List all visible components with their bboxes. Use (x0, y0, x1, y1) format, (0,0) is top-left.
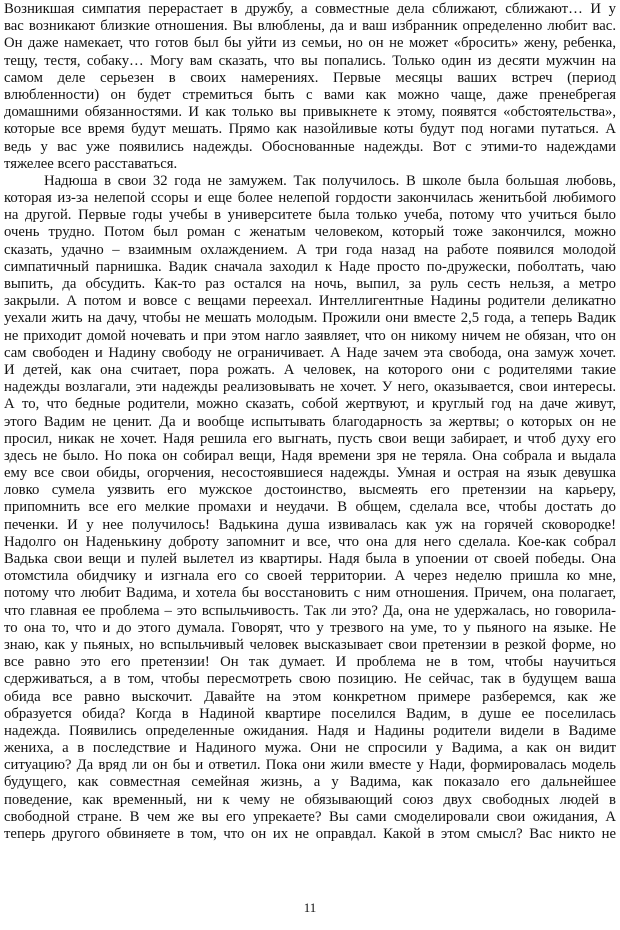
text-line: Он даже намекает, что готов был бы уйти из семьи, но он не может «бросить» жену, ребенка, (4, 35, 616, 52)
text-line: на другой. Первые годы учебы в университете была только учеба, потому что учиться было (4, 207, 616, 224)
text-line: обида все равно выскочит. Давайте на этом конкретном примере разберемся, как же (4, 688, 616, 705)
text-line: этого Вадим не ценит. Да и вообще испытывать благодарность за жертвы; о которых он не (4, 413, 616, 430)
text-line: потому что любит Вадима, и хотела бы восстановить с ним отношения. Причем, она полагает, (4, 585, 616, 602)
text-line: А то, что бедные родители, можно сказать, собой жертвуют, и круглый год на даче живут, (4, 396, 616, 413)
text-line: надежды возлагали, эти надежды реализовывать не хочет. У него, оказывается, свои интересы. (4, 379, 616, 396)
text-line: выпить, да обсудить. Как-то раз остался на ночь, выпил, за руль сесть нельзя, а метро (4, 276, 616, 292)
text-line: что главная ее проблема – это вспыльчивость. Так ли это? Да, она не удержалась, но говорила- (4, 602, 616, 619)
text-line: вас возникают близкие отношения. Вы влюблены, да и ваш избранник определенно любит вас. (4, 18, 616, 35)
text-line: просил, никак не хочет. Надя решила его выгнать, пусть свои вещи забирает, и чтоб духу его (4, 430, 616, 447)
text-line: надежда. Появились определенные ожидания. Надя и Надины родители видели в Вадиме (4, 722, 616, 739)
text-line: Возникшая симпатия перерастает в дружбу, а совместные дела сближают, сближают… И у (4, 1, 616, 17)
body-text (4, 1, 616, 843)
text-line: то она то, что и до этого думала. Говорят, что у трезвого на уме, то у пьяного на языке. Не (4, 619, 616, 636)
text-line: образуется обида? Когда в Надиной квартире поселился Вадим, в душе ее поселилась (4, 705, 616, 722)
text-line: домашними обязанностями. И как только вы привыкнете к этому, появятся «обстоятельства», (4, 104, 616, 121)
text-line: очень трудно. Потом был роман с женатым человеком, который тоже закончился, можно (4, 224, 616, 241)
text-line: ведь у вас уже появились надежды. Обоснованные надежды. Вот с этими-то надеждами (4, 138, 616, 155)
text-line: Вадька свои вещи и пулей вылетел из квартиры. Надя была в упоении от своей победы. Она (4, 551, 616, 567)
paragraph (4, 1, 616, 173)
text-line: тяжелее всего расставаться. (4, 155, 178, 172)
text-line: сам свободен и Надину свободу не ограничивает. А Наде зачем эта свобода, она замуж хочет. (4, 344, 616, 361)
text-line: знаю, как у пьяных, но вспыльчивый человек высказывает свои претензии в резкой форме, но (4, 636, 616, 653)
text-line: теперь другого обвиняете в том, что он их не оправдал. Какой в этом смысл? Вас никто не (4, 826, 616, 842)
text-line: закрыли. А потом и вовсе с вещами переехал. Интеллигентные Надины родители деликатно (4, 293, 616, 310)
text-line: которые все время будут мешать. Прямо как назойливые коты будут под ногами путаться. А (4, 121, 616, 138)
paragraph (4, 173, 616, 843)
text-line: отомстила обидчику и изгнала его со своей территории. А через неделю пришла ко мне, (4, 568, 616, 585)
text-line: сказать, удачно – взаимным охлаждением. А три года назад на работе появился молодой (4, 241, 616, 258)
text-line: не приходит домой ночевать и при этом нагло заявляет, что он никому ничем не обязан, что он (4, 327, 616, 344)
text-line: Надолго он Наденькину доброту запомнит и все, что она для него сделала. Кое-как собрал (4, 533, 616, 550)
text-line: ситуацию? Да вряд ли он бы и ответил. Пока они жили вместе у Нади, формировалась модель (4, 757, 616, 774)
text-line: которая из-за нелепой ссоры и еще более нелепой гордости закончилась женитьбой любимого (4, 190, 616, 207)
text-line: симпатичный парнишка. Вадик сначала заходил к Наде просто по-дружески, поболтать, чаю (4, 258, 616, 275)
text-line: здесь не было. Но пока он собирал вещи, Надя времени зря не теряла. Она собрала и выдала (4, 447, 616, 464)
text-line: влюбленности) он будет стремиться быть с вами как можно чаще, даже пренебрегая (4, 86, 616, 103)
text-line: припомнить все его мелкие промахи и неудачи. В общем, сделала все, чтобы достать до (4, 499, 616, 516)
text-line: ему все свои обиды, огорчения, несостоявшиеся надежды. Умная и острая на язык девушка (4, 465, 616, 482)
text-line: ловко сумела уязвить его мужское достоинство, высмеять его претензии на карьеру, (4, 482, 616, 499)
text-line: жениха, а в последствие и Надиного мужа. Они не спросили у Вадима, а как он видит (4, 740, 616, 757)
text-line: будущего, как совместная семейная жизнь, а у Вадима, как показало его дальнейшее (4, 774, 616, 791)
text-line: Надюша в свои 32 года не замужем. Так получилось. В школе была большая любовь, (44, 172, 616, 189)
text-line: уехали жить на дачу, чтобы не мешать молодым. Прожили они вместе 2,5 года, а теперь Вадик (4, 310, 616, 327)
text-line: поведение, как временный, ни к чему не обязывающий союз двух свободных людей в (4, 791, 616, 808)
text-line: сдерживаться, а в том, чтобы пересмотреть свою позицию. Не сейчас, так в будущем ваша (4, 671, 616, 688)
text-line: тещу, тестя, собаку… Могу вам сказать, что вы попались. Только один из десяти мужчин на (4, 52, 616, 69)
text-line: печенки. И у нее получилось! Вадькина душа извивалась как уж на горячей сковородке! (4, 516, 616, 533)
text-line: И детей, как она считает, пора рожать. А человек, на которого они с родителями такие (4, 361, 616, 378)
text-line: все равно это его претензии! Он так думает. И проблема не в том, чтобы научиться (4, 654, 616, 671)
text-line: самом деле серьезен в своих намерениях. Первые месяцы ваших встреч (период (4, 69, 616, 86)
page-number: 11 (303, 900, 317, 915)
text-line: свободной стране. В чем же вы его упрекаете? Вы сами смоделировали свои ожидания, А (4, 808, 616, 825)
